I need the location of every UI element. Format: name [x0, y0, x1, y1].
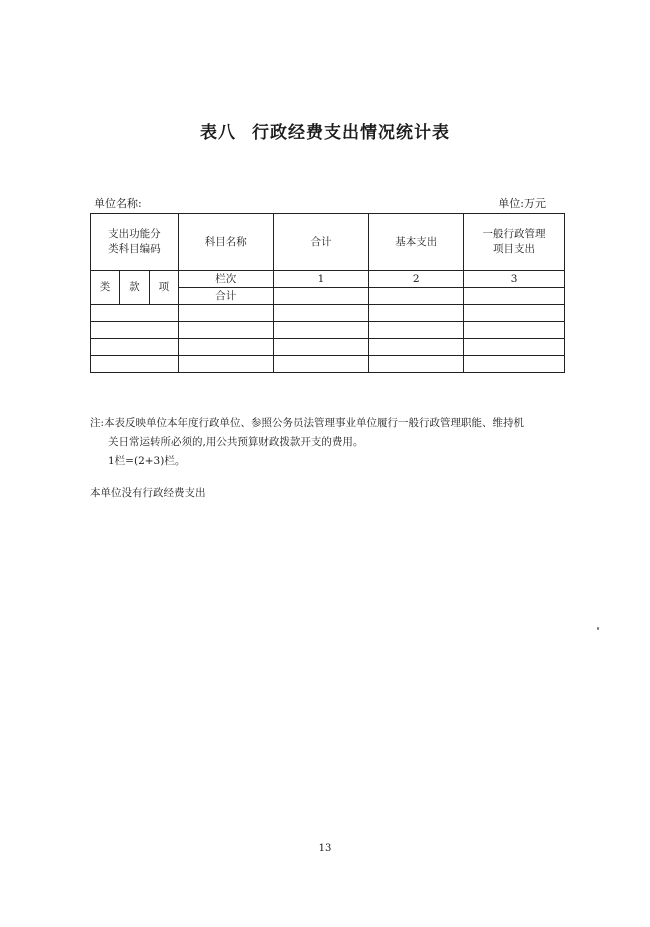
table-cell: [178, 356, 273, 373]
table-cell: [273, 305, 369, 322]
table-row: [91, 356, 565, 373]
table-cell: [273, 356, 369, 373]
table-cell: [178, 322, 273, 339]
note-line-2: 关日常运转所必须的,用公共预算财政拨款开支的费用。: [108, 436, 364, 448]
expense-table: [90, 213, 565, 373]
table-row: [91, 322, 565, 339]
sub-header-kuan: 款: [119, 271, 149, 305]
table-cell: [273, 322, 369, 339]
sub-header-lei: 类: [91, 271, 120, 305]
table-cell: [91, 305, 179, 322]
table-cell: [91, 339, 179, 356]
table-cell: [369, 356, 464, 373]
table-cell: [369, 305, 464, 322]
table-cell: [464, 339, 565, 356]
table-header-row: [91, 214, 565, 271]
table-cell: [369, 288, 464, 305]
table-cell: [464, 322, 565, 339]
unit-name-label: 单位名称:: [94, 197, 142, 210]
table-row: [91, 339, 565, 356]
unit-label: 单位:万元: [498, 197, 546, 210]
page-title: [0, 118, 650, 143]
no-expense-statement: 本单位没有行政经费支出: [90, 487, 206, 499]
table-cell: [178, 305, 273, 322]
table-cell: [369, 322, 464, 339]
header-general-admin: 一般行政管理项目支出: [464, 214, 565, 271]
table-note: [90, 414, 570, 471]
table-cell: [273, 339, 369, 356]
col-number-2: 2: [369, 271, 464, 288]
header-subject-name: 科目名称: [178, 214, 273, 271]
table-cell: [464, 288, 565, 305]
header-total: 合计: [273, 214, 369, 271]
table-cell: [369, 339, 464, 356]
col-index-label: 栏次: [178, 271, 273, 288]
scan-speck: [597, 627, 599, 630]
header-basic: 基本支出: [369, 214, 464, 271]
sub-header-xiang: 项: [149, 271, 178, 305]
table-cell: [91, 356, 179, 373]
title-prefix: 表八: [200, 123, 236, 143]
table-cell: [464, 305, 565, 322]
table-row: [91, 305, 565, 322]
table-cell: [273, 288, 369, 305]
header-func-code: 支出功能分类科目编码: [91, 214, 179, 271]
title-main: 行政经费支出情况统计表: [252, 123, 450, 143]
note-line-3: 1栏=(2+3)栏。: [108, 455, 186, 467]
note-line-1: 注:本表反映单位本年度行政单位、参照公务员法管理事业单位履行一般行政管理职能、维持机: [90, 417, 525, 429]
table-cell: [464, 356, 565, 373]
col-number-3: 3: [464, 271, 565, 288]
total-row-label: 合计: [178, 288, 273, 305]
table-cell: [178, 339, 273, 356]
table-cell: [91, 322, 179, 339]
col-number-1: 1: [273, 271, 369, 288]
table-row: [91, 271, 565, 288]
page-number: 13: [318, 843, 332, 854]
